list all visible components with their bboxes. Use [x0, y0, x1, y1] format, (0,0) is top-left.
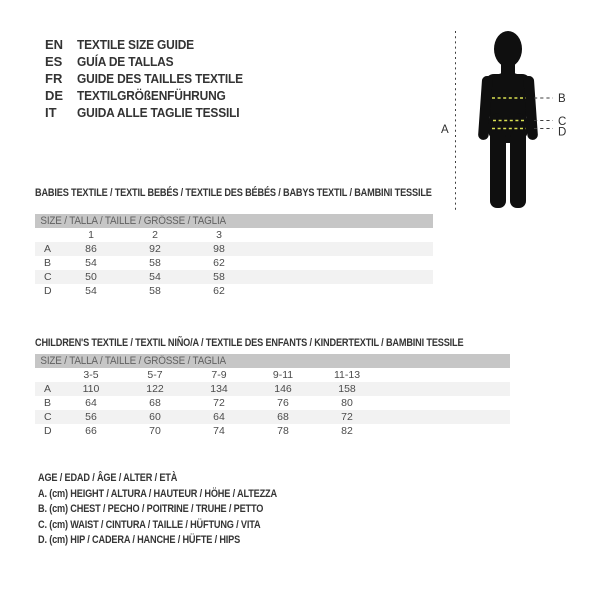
- cell-value: 54: [149, 271, 161, 283]
- cell-value: 98: [213, 243, 225, 255]
- cell-value: 54: [85, 285, 97, 297]
- waist-label: C: [558, 116, 567, 128]
- language-row-de: [45, 87, 257, 104]
- cell-value: 78: [277, 425, 289, 437]
- cell-value: 92: [149, 243, 161, 255]
- row-label: A: [44, 383, 52, 395]
- cell-value: 70: [149, 425, 161, 437]
- babies-size-header-bar: [35, 214, 433, 228]
- column-header: 5-7: [147, 369, 163, 381]
- cell-value: 68: [277, 411, 289, 423]
- language-code: FR: [45, 71, 63, 86]
- cell-value: 58: [149, 285, 161, 297]
- language-row-fr: [45, 70, 257, 87]
- column-header: 9-11: [272, 369, 294, 381]
- guide-title-it: GUIDA ALLE TAGLIE TESSILI: [77, 105, 240, 120]
- children-heading-text: CHILDREN'S TEXTILE / TEXTIL NIÑO/A / TEXTILE DES ENFANTS / KINDERTEXTIL / BAMBINI TESSILE: [35, 337, 464, 349]
- column-header: 1: [88, 229, 94, 241]
- legend-age-line: AGE / EDAD / ÂGE / ALTER / ETÀ: [38, 472, 178, 484]
- language-code: IT: [45, 105, 57, 120]
- hip-label: D: [558, 126, 567, 139]
- legend-height-line: A. (cm) HEIGHT / ALTURA / HAUTEUR / HÖHE / ALTEZZA: [38, 487, 277, 500]
- cell-value: 62: [213, 285, 225, 297]
- cell-value: 62: [213, 257, 225, 269]
- column-header: 7-9: [211, 369, 227, 381]
- guide-title-fr: GUIDE DES TAILLES TEXTILE: [77, 71, 243, 86]
- measurement-legend: [38, 472, 319, 550]
- cell-value: 68: [149, 397, 161, 409]
- column-header: 3-5: [83, 369, 99, 381]
- row-label: A: [44, 243, 52, 255]
- cell-value: 56: [85, 411, 97, 423]
- language-row-en: [45, 36, 257, 53]
- size-header-label: SIZE / TALLA / TAILLE / GRÖSSE / TAGLIA: [40, 355, 226, 367]
- cell-value: 60: [149, 411, 161, 423]
- children-column-header-row: [35, 368, 510, 382]
- cell-value: 66: [85, 425, 97, 437]
- cell-value: 72: [341, 411, 353, 423]
- cell-value: 74: [213, 425, 225, 437]
- language-code: ES: [45, 54, 63, 69]
- cell-value: 82: [341, 425, 353, 437]
- height-label: A: [441, 124, 449, 136]
- cell-value: 86: [85, 243, 97, 255]
- guide-title-de: TEXTILGRÖßENFÜHRUNG: [77, 88, 226, 103]
- guide-title-es: GUÍA DE TALLAS: [77, 54, 174, 69]
- cell-value: 80: [341, 397, 353, 409]
- table-row: [35, 242, 433, 256]
- children-size-header-bar: [35, 354, 510, 368]
- row-label: B: [44, 397, 52, 409]
- column-header: 3: [216, 229, 222, 241]
- cell-value: 64: [213, 411, 225, 423]
- row-label: B: [44, 257, 52, 269]
- table-row: [35, 424, 510, 438]
- babies-section-heading: [35, 187, 502, 199]
- cell-value: 146: [274, 383, 292, 395]
- cell-value: 76: [277, 397, 289, 409]
- cell-value: 110: [82, 383, 100, 395]
- cell-value: 134: [210, 383, 228, 395]
- cell-value: 64: [85, 397, 97, 409]
- table-row: [35, 410, 510, 424]
- language-list: [45, 36, 257, 121]
- child-silhouette: [478, 31, 538, 208]
- legend-hip-line: D. (cm) HIP / CADERA / HANCHE / HÜFTE / HIPS: [38, 534, 241, 546]
- column-header: 2: [152, 229, 158, 241]
- cell-value: 54: [85, 257, 97, 269]
- cell-value: 158: [338, 383, 356, 395]
- cell-value: 122: [146, 383, 164, 395]
- table-row: [35, 270, 433, 284]
- size-header-label: SIZE / TALLA / TAILLE / GRÖSSE / TAGLIA: [40, 215, 226, 227]
- chest-label: B: [558, 93, 566, 105]
- table-row: [35, 284, 433, 298]
- language-row-es: [45, 53, 257, 70]
- language-code: DE: [45, 88, 64, 103]
- babies-heading-text: BABIES TEXTILE / TEXTIL BEBÉS / TEXTILE DES BÉBÉS / BABYS TEXTIL / BAMBINI TESSILE: [35, 187, 432, 199]
- babies-size-table: [35, 214, 433, 298]
- legend-chest-line: B. (cm) CHEST / PECHO / POITRINE / TRUHE / PETTO: [38, 503, 264, 515]
- children-section-heading: [35, 337, 539, 349]
- cell-value: 50: [85, 271, 97, 283]
- language-code: EN: [45, 37, 64, 52]
- row-label: C: [44, 411, 52, 423]
- row-label: C: [44, 271, 52, 283]
- legend-waist-line: C. (cm) WAIST / CINTURA / TAILLE / HÜFTUNG / VITA: [38, 518, 261, 531]
- row-label: D: [44, 285, 52, 297]
- language-row-it: [45, 104, 257, 121]
- column-header: 11-13: [333, 369, 361, 381]
- table-row: [35, 256, 433, 270]
- babies-column-header-row: [35, 228, 433, 242]
- cell-value: 58: [213, 271, 225, 283]
- cell-value: 58: [149, 257, 161, 269]
- cell-value: 72: [213, 397, 225, 409]
- row-label: D: [44, 425, 52, 437]
- children-size-table: [35, 354, 510, 438]
- table-row: [35, 382, 510, 396]
- guide-title-en: TEXTILE SIZE GUIDE: [77, 37, 194, 52]
- table-row: [35, 396, 510, 410]
